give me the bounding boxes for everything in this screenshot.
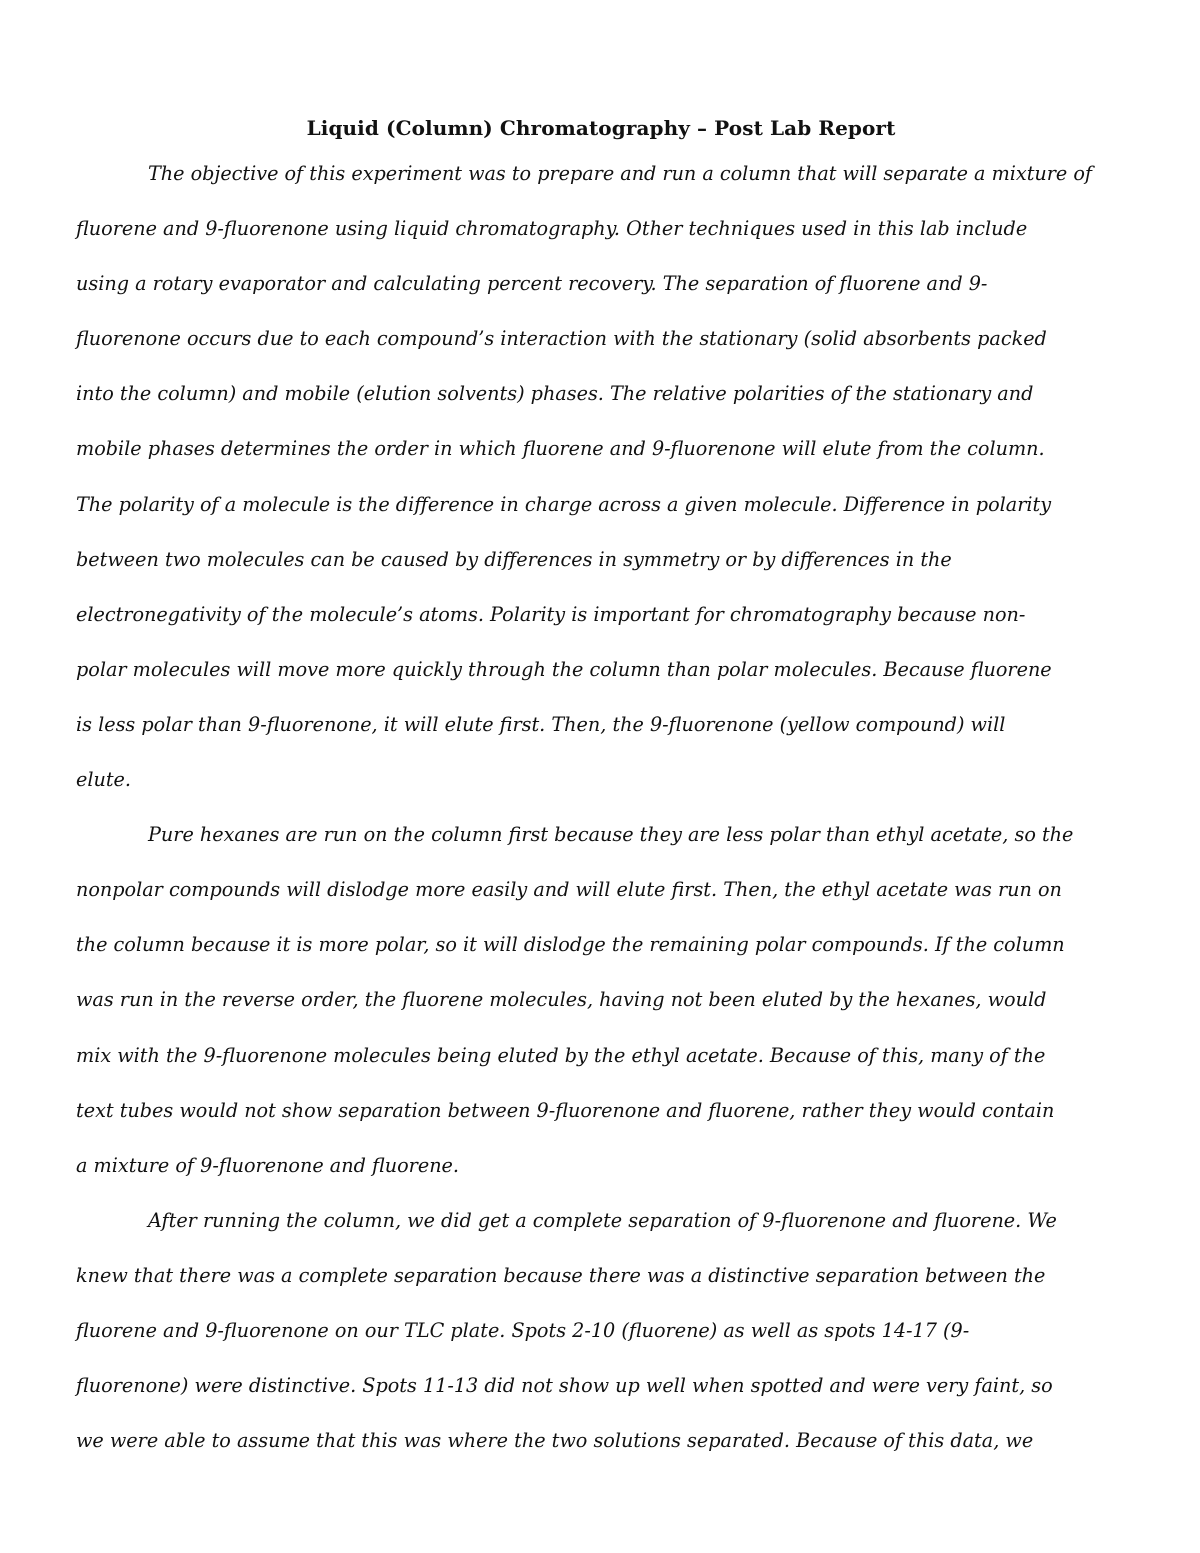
text-line: polar molecules will move more quickly through the column than polar molecules. Because fluorene [76,657,1052,681]
text-line: After running the column, we did get a complete separation of 9-fluorenone and fluorene. We [148,1208,1057,1232]
text-line: using a rotary evaporator and calculating percent recovery. The separation of fluorene and 9- [76,272,988,296]
text-line: electronegativity of the molecule’s atoms. Polarity is important for chromatography because non- [76,602,1026,626]
text-line: text tubes would not show separation between 9-fluorenone and fluorene, rather they would contain [76,1098,1055,1122]
text-line: into the column) and mobile (elution solvents) phases. The relative polarities of the stationary and [76,382,1034,406]
text-line: Pure hexanes are run on the column first because they are less polar than ethyl acetate, so the [148,823,1074,847]
text-line: is less polar than 9-fluorenone, it will elute first. Then, the 9-fluorenone (yellow compound) will [76,712,1006,736]
text-line: fluorene and 9-fluorenone using liquid chromatography. Other techniques used in this lab include [76,217,1028,241]
text-line: a mixture of 9-fluorenone and fluorene. [76,1153,460,1177]
text-line: The objective of this experiment was to prepare and run a column that will separate a mixture of [148,162,1092,185]
document-title: Liquid (Column) Chromatography – Post Lab Report [306,116,896,140]
text-line: fluorenone occurs due to each compound’s interaction with the stationary (solid absorbents packed [76,327,1047,351]
text-line: fluorenone) were distinctive. Spots 11-13 did not show up well when spotted and were very faint, so [76,1374,1053,1398]
text-line: we were able to assume that this was where the two solutions separated. Because of this data, we [76,1429,1034,1453]
text-line: mobile phases determines the order in which fluorene and 9-fluorenone will elute from the column. [76,437,1045,461]
text-line: fluorene and 9-fluorenone on our TLC plate. Spots 2-10 (fluorene) as well as spots 14-17 (9- [76,1318,970,1342]
text-line: nonpolar compounds will dislodge more easily and will elute first. Then, the ethyl acetate was run on [76,878,1062,902]
text-line: between two molecules can be caused by differences in symmetry or by differences in the [76,547,952,571]
paragraph-hexanes [76,807,1090,1193]
text-line: The polarity of a molecule is the difference in charge across a given molecule. Difference in polarity [76,492,1052,516]
text-line: elute. [76,768,132,792]
paragraph-results [76,1193,1090,1468]
text-line: knew that there was a complete separation because there was a distinctive separation between the [76,1263,1046,1287]
text-line: mix with the 9-fluorenone molecules being eluted by the ethyl acetate. Because of this, many of the [76,1043,1046,1067]
paragraph-objective [76,146,1092,807]
text-line: was run in the reverse order, the fluorene molecules, having not been eluted by the hexanes, would [76,988,1047,1012]
text-line: the column because it is more polar, so it will dislodge the remaining polar compounds. If the column [76,933,1065,957]
